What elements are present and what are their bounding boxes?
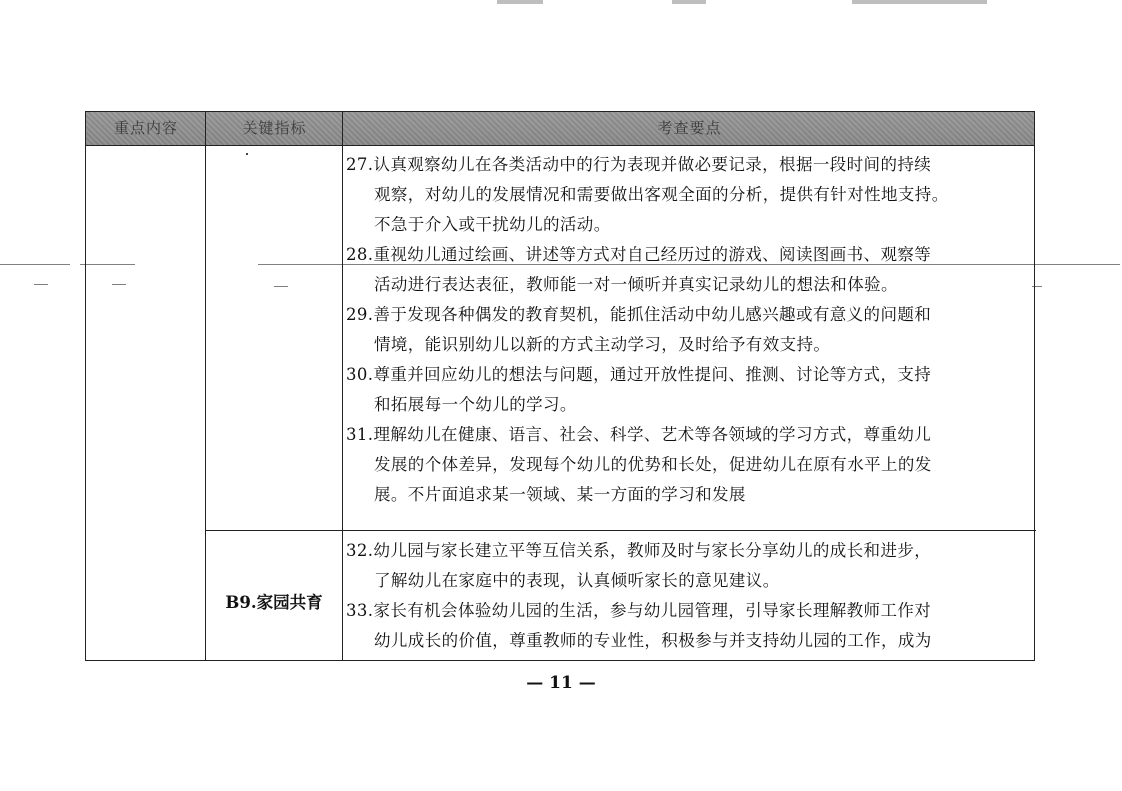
scan-artifact-top-2 xyxy=(672,0,706,4)
section-divider xyxy=(205,530,1036,531)
check-point-item-31 xyxy=(346,420,1028,510)
item-line: 不急于介入或干扰幼儿的活动。 xyxy=(374,215,611,234)
header-key-content: 重点内容 xyxy=(113,119,178,137)
scan-artifact-top-3 xyxy=(852,0,987,4)
column-divider xyxy=(205,112,206,660)
check-point-item-29 xyxy=(346,300,1028,360)
scan-artifact-line xyxy=(0,264,70,265)
item-line: 了解幼儿在家庭中的表现，认真倾听家长的意见建议。 xyxy=(374,571,780,590)
item-line: 展。不片面追求某一领域、某一方面的学习和发展 xyxy=(374,485,746,504)
check-point-item-30 xyxy=(346,360,1028,420)
table-header-row xyxy=(86,112,1034,146)
item-line: 情境，能识别幼儿以新的方式主动学习，及时给予有效支持。 xyxy=(374,335,831,354)
check-point-item-33 xyxy=(346,596,1028,656)
item-line: 31.理解幼儿在健康、语言、社会、科学、艺术等各领域的学习方式，尊重幼儿 xyxy=(346,425,932,444)
scan-speck xyxy=(246,153,248,155)
header-check-points: 考查要点 xyxy=(657,119,722,137)
check-point-item-32 xyxy=(346,536,1028,596)
scan-artifact-dash xyxy=(34,284,48,285)
check-point-item-27 xyxy=(346,150,1028,240)
item-line: 和拓展每一个幼儿的学习。 xyxy=(374,395,577,414)
header-key-indicator: 关键指标 xyxy=(242,119,307,137)
item-line: 33.家长有机会体验幼儿园的生活，参与幼儿园管理，引导家长理解教师工作对 xyxy=(346,601,932,620)
page-number: — 11 — xyxy=(526,673,596,693)
item-line: 30.尊重并回应幼儿的想法与问题，通过开放性提问、推测、讨论等方式，支持 xyxy=(346,365,932,384)
column-divider xyxy=(342,112,343,660)
item-line: 32.幼儿园与家长建立平等互信关系，教师及时与家长分享幼儿的成长和进步， xyxy=(346,541,932,560)
item-line: 观察，对幼儿的发展情况和需要做出客观全面的分析，提供有针对性地支持。 xyxy=(374,185,949,204)
check-point-item-28 xyxy=(346,240,1028,300)
item-line: 29.善于发现各种偶发的教育契机，能抓住活动中幼儿感兴趣或有意义的问题和 xyxy=(346,305,932,324)
evaluation-table xyxy=(85,111,1035,661)
indicator-b9-home-school: B9.家园共育 xyxy=(225,593,323,612)
check-points-section-1 xyxy=(346,150,1028,510)
item-line: 活动进行表达表征，教师能一对一倾听并真实记录幼儿的想法和体验。 xyxy=(374,275,898,294)
item-line: 发展的个体差异，发现每个幼儿的优势和长处，促进幼儿在原有水平上的发 xyxy=(374,455,932,474)
check-points-section-2 xyxy=(346,536,1028,656)
item-line: 28.重视幼儿通过绘画、讲述等方式对自己经历过的游戏、阅读图画书、观察等 xyxy=(346,245,932,264)
item-line: 27.认真观察幼儿在各类活动中的行为表现并做必要记录，根据一段时间的持续 xyxy=(346,155,932,174)
scan-artifact-top-1 xyxy=(497,0,543,4)
item-line: 幼儿成长的价值，尊重教师的专业性，积极参与并支持幼儿园的工作，成为 xyxy=(374,631,932,650)
